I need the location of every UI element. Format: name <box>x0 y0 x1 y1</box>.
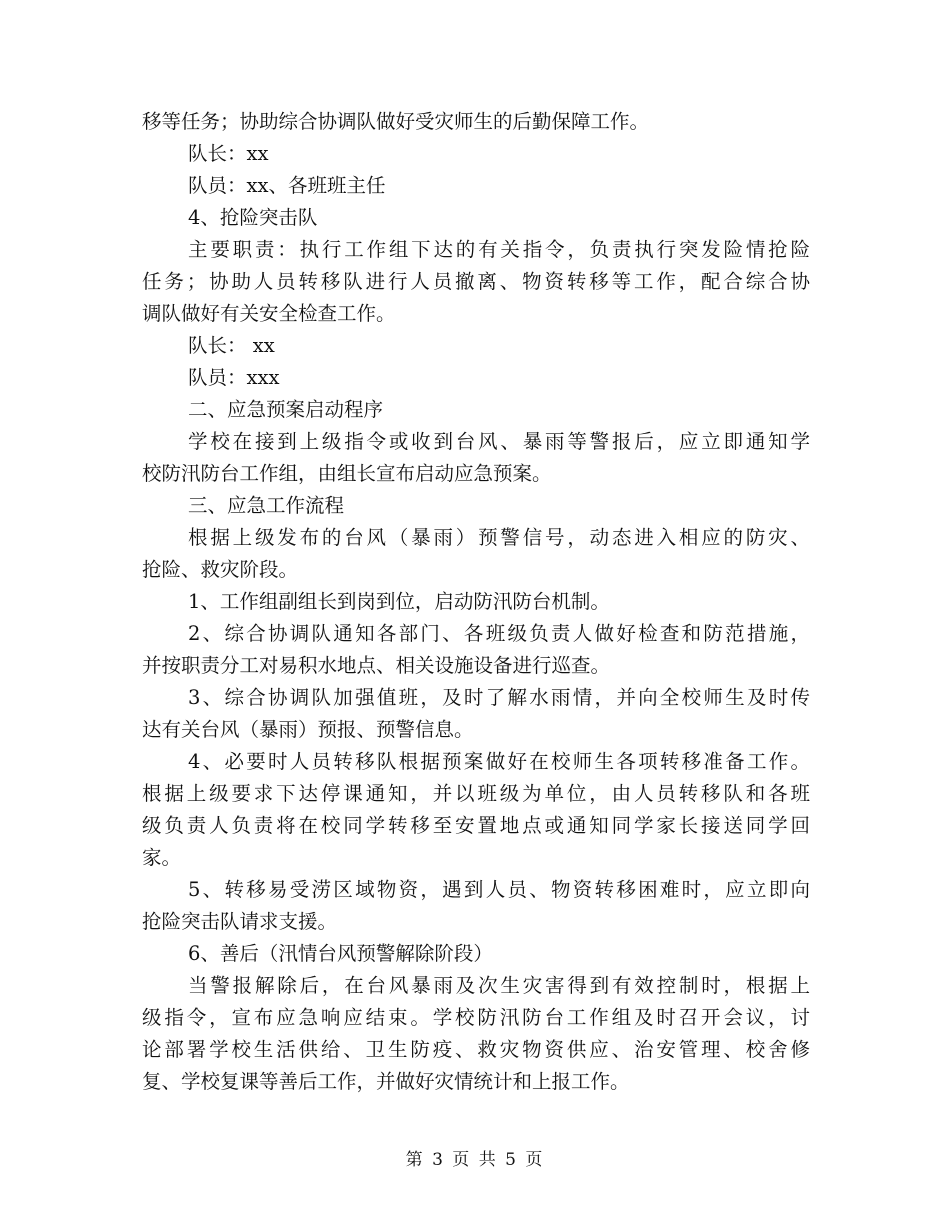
text-line: 学校在接到上级指令或收到台风、暴雨等警报后，应立即通知学 <box>188 430 810 453</box>
text-line: 队长： xx <box>188 334 275 357</box>
text-line: 二、应急预案启动程序 <box>188 398 384 421</box>
text-line: 队长：xx <box>188 142 269 165</box>
text-line: 6、善后（汛情台风预警解除阶段） <box>188 942 493 965</box>
text-line: 1、工作组副组长到岗到位，启动防汛防台机制。 <box>188 590 610 613</box>
text-line: 复、学校复课等善后工作，并做好灾情统计和上报工作。 <box>142 1070 630 1093</box>
text-line: 抢险、救灾阶段。 <box>142 558 299 581</box>
text-line: 并按职责分工对易积水地点、相关设施设备进行巡查。 <box>142 654 611 677</box>
text-line: 论部署学校生活供给、卫生防疫、救灾物资供应、治安管理、校舍修 <box>142 1038 810 1061</box>
text-line: 级指令，宣布应急响应结束。学校防汛防台工作组及时召开会议，讨 <box>142 1006 810 1029</box>
text-line: 2、综合协调队通知各部门、各班级负责人做好检查和防范措施， <box>188 622 810 645</box>
text-line: 5、转移易受涝区域物资，遇到人员、物资转移困难时，应立即向 <box>188 878 810 901</box>
text-line: 移等任务；协助综合协调队做好受灾师生的后勤保障工作。 <box>142 110 650 133</box>
text-line: 根据上级要求下达停课通知，并以班级为单位，由人员转移队和各班 <box>142 782 810 805</box>
text-line: 队员：xxx <box>188 366 280 389</box>
text-line: 主要职责：执行工作组下达的有关指令，负责执行突发险情抢险 <box>188 238 810 261</box>
text-line: 达有关台风（暴雨）预报、预警信息。 <box>142 718 474 741</box>
page-number-footer: 第 3 页 共 5 页 <box>405 1150 545 1170</box>
text-line: 三、应急工作流程 <box>188 494 345 517</box>
text-line: 4、抢险突击队 <box>188 206 318 229</box>
text-line: 抢险突击队请求支援。 <box>142 910 338 933</box>
text-line: 4、必要时人员转移队根据预案做好在校师生各项转移准备工作。 <box>188 750 810 773</box>
text-line: 任务；协助人员转移队进行人员撤离、物资转移等工作，配合综合协 <box>142 270 810 293</box>
text-line: 级负责人负责将在校同学转移至安置地点或通知同学家长接送同学回 <box>142 814 810 837</box>
text-line: 根据上级发布的台风（暴雨）预警信号，动态进入相应的防灾、 <box>188 526 810 549</box>
text-line: 校防汛防台工作组，由组长宣布启动应急预案。 <box>142 462 552 485</box>
text-line: 家。 <box>142 846 182 869</box>
text-line: 调队做好有关安全检查工作。 <box>142 302 396 325</box>
document-body <box>142 106 810 1098</box>
text-line: 3、综合协调队加强值班，及时了解水雨情，并向全校师生及时传 <box>188 686 810 709</box>
text-line: 当警报解除后，在台风暴雨及次生灾害得到有效控制时，根据上 <box>188 974 810 997</box>
text-line: 队员：xx、各班班主任 <box>188 174 386 197</box>
